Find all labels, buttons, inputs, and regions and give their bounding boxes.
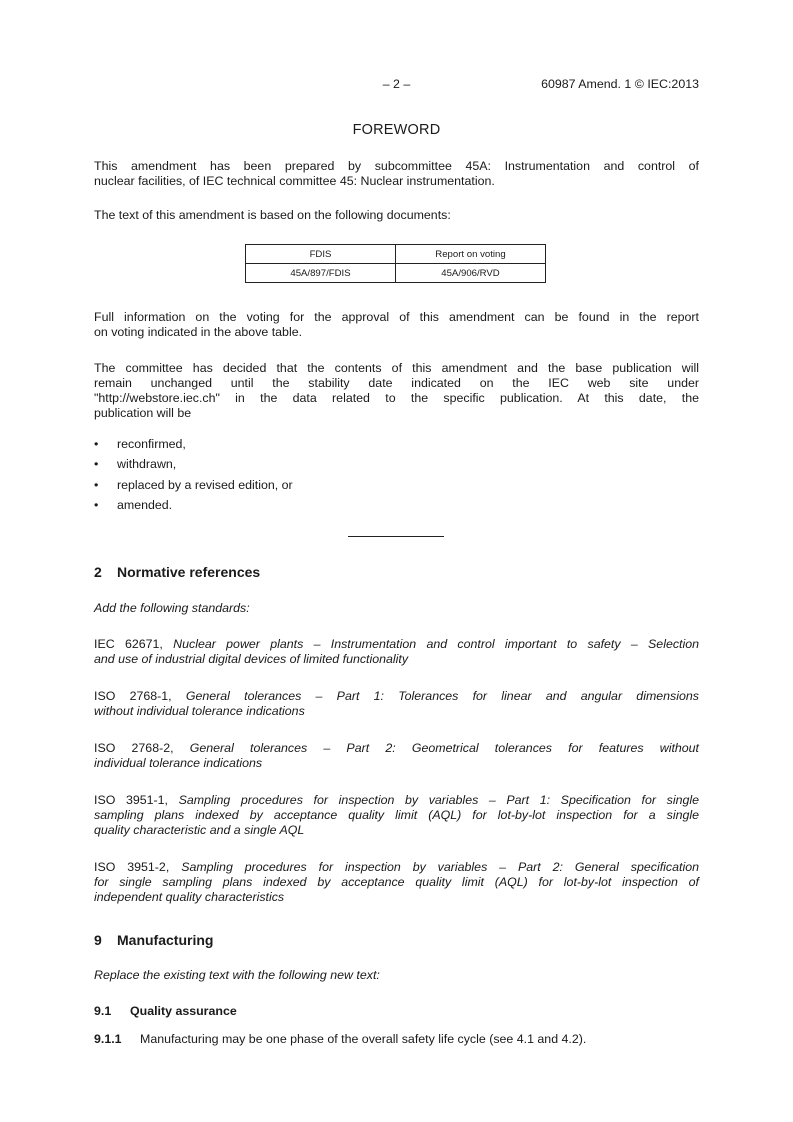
foreword-paragraph-2: The text of this amendment is based on the following documents: xyxy=(94,208,451,222)
table-cell: 45A/897/FDIS xyxy=(246,264,396,283)
section-number: 2 xyxy=(94,564,102,580)
foreword-title: FOREWORD xyxy=(352,122,441,138)
foreword-paragraph-4-line-1: The committee has decided that the contents of this amendment and the base publication will xyxy=(94,361,699,375)
table-header-row xyxy=(246,245,546,264)
instruction-text: Add the following standards: xyxy=(94,601,250,615)
clause-number: 9.1.1 xyxy=(94,1032,122,1046)
reference-title-cont: independent quality characteristics xyxy=(94,890,285,904)
foreword-paragraph-1-end xyxy=(94,174,699,189)
list-item-text: amended. xyxy=(117,497,173,512)
foreword-paragraph-4-line-3: "http://webstore.iec.ch" in the data related to the specific publication. At this date, the xyxy=(94,391,699,405)
reference-title: Nuclear power plants – Instrumentation and control important to safety – Selection xyxy=(173,637,700,651)
reference-code: ISO 3951-2, xyxy=(94,860,170,874)
clause-text: Manufacturing may be one phase of the overall safety life cycle (see 4.1 and 4.2). xyxy=(140,1032,587,1046)
table-header-cell: FDIS xyxy=(246,245,396,264)
list-item-text: replaced by a revised edition, or xyxy=(117,477,293,492)
clause-9-1-1 xyxy=(94,1032,699,1047)
table-cell: 45A/906/RVD xyxy=(396,264,546,283)
foreword-paragraph-4 xyxy=(94,361,699,421)
reference-line-1 xyxy=(94,637,699,652)
reference-line-1 xyxy=(94,793,699,808)
foreword-paragraph-1: This amendment has been prepared by subcommittee 45A: Instrumentation and control of xyxy=(94,159,699,173)
foreword-paragraph-3 xyxy=(94,310,699,340)
reference-line-2 xyxy=(94,875,699,890)
reference-iso-3951-1 xyxy=(94,793,699,838)
publication-options-list xyxy=(94,437,293,518)
reference-title: General tolerances – Part 1: Tolerances for linear and angular dimensions xyxy=(185,689,699,703)
list-item-text: reconfirmed, xyxy=(117,437,186,451)
section-2-heading xyxy=(94,564,260,580)
voting-documents-table xyxy=(245,244,546,283)
reference-iso-2768-1 xyxy=(94,689,699,719)
section-9-heading xyxy=(94,932,213,948)
page-number: – 2 – xyxy=(382,77,411,91)
list-item xyxy=(94,498,293,518)
bullet-icon: • xyxy=(94,477,99,492)
foreword-paragraph-1-line-2: nuclear facilities, of IEC technical committee 45: Nuclear instrumentation. xyxy=(94,174,495,188)
list-item-text: withdrawn, xyxy=(117,457,177,472)
subsection-9-1-heading xyxy=(94,1004,237,1018)
foreword-paragraph-4-line-4: publication will be xyxy=(94,406,192,420)
reference-title: Sampling procedures for inspection by variables – Part 1: Specification for single xyxy=(178,793,700,807)
reference-title-cont: sampling plans indexed by acceptance quality limit (AQL) for lot-by-lot inspection for a single xyxy=(94,808,699,822)
document-reference: 60987 Amend. 1 © IEC:2013 xyxy=(541,77,699,91)
reference-iso-2768-2 xyxy=(94,741,699,771)
section-divider xyxy=(348,536,444,537)
instruction-text: Replace the existing text with the following new text: xyxy=(94,968,380,982)
reference-title-cont: quality characteristic and a single AQL xyxy=(94,823,305,837)
reference-line-2 xyxy=(94,808,699,823)
reference-line-3 xyxy=(94,823,699,838)
list-item xyxy=(94,478,293,498)
section-title: Normative references xyxy=(117,564,261,580)
section-9-instruction xyxy=(94,968,699,983)
reference-title-cont: for single sampling plans indexed by acceptance quality limit (AQL) for lot-by-lot inspection of xyxy=(94,875,699,889)
reference-title: Sampling procedures for inspection by variables – Part 2: General specification xyxy=(181,860,699,874)
subsection-title: Quality assurance xyxy=(130,1004,237,1018)
section-2-instruction xyxy=(94,601,699,616)
reference-line-2 xyxy=(94,704,699,719)
table-row xyxy=(246,264,546,283)
reference-code: ISO 3951-1, xyxy=(94,793,168,807)
reference-code: ISO 2768-2, xyxy=(94,741,174,755)
reference-iec-62671 xyxy=(94,637,699,667)
reference-code: IEC 62671, xyxy=(94,637,163,651)
reference-title-cont: individual tolerance indications xyxy=(94,756,263,770)
section-number: 9 xyxy=(94,932,102,948)
foreword-paragraph-4-line-2: remain unchanged until the stability date indicated on the IEC web site under xyxy=(94,376,699,390)
reference-line-1 xyxy=(94,741,699,756)
reference-line-2 xyxy=(94,756,699,771)
reference-line-2 xyxy=(94,652,699,667)
list-item xyxy=(94,437,293,457)
document-page xyxy=(94,0,699,1122)
subsection-number: 9.1 xyxy=(94,1004,112,1018)
reference-iso-3951-2 xyxy=(94,860,699,905)
list-item xyxy=(94,457,293,477)
bullet-icon: • xyxy=(94,457,99,472)
section-title: Manufacturing xyxy=(117,932,214,948)
reference-line-1 xyxy=(94,689,699,704)
bullet-icon: • xyxy=(94,497,99,512)
reference-title: General tolerances – Part 2: Geometrical tolerances for features without xyxy=(189,741,700,755)
table-header-cell: Report on voting xyxy=(396,245,546,264)
reference-title-cont: without individual tolerance indications xyxy=(94,704,305,718)
reference-line-1 xyxy=(94,860,699,875)
reference-line-3 xyxy=(94,890,699,905)
foreword-paragraph-3-line-1: Full information on the voting for the approval of this amendment can be found in the report xyxy=(94,310,699,324)
foreword-paragraph-3-line-2: on voting indicated in the above table. xyxy=(94,325,303,339)
reference-code: ISO 2768-1, xyxy=(94,689,172,703)
reference-title-cont: and use of industrial digital devices of limited functionality xyxy=(94,652,409,666)
bullet-icon: • xyxy=(94,437,99,451)
